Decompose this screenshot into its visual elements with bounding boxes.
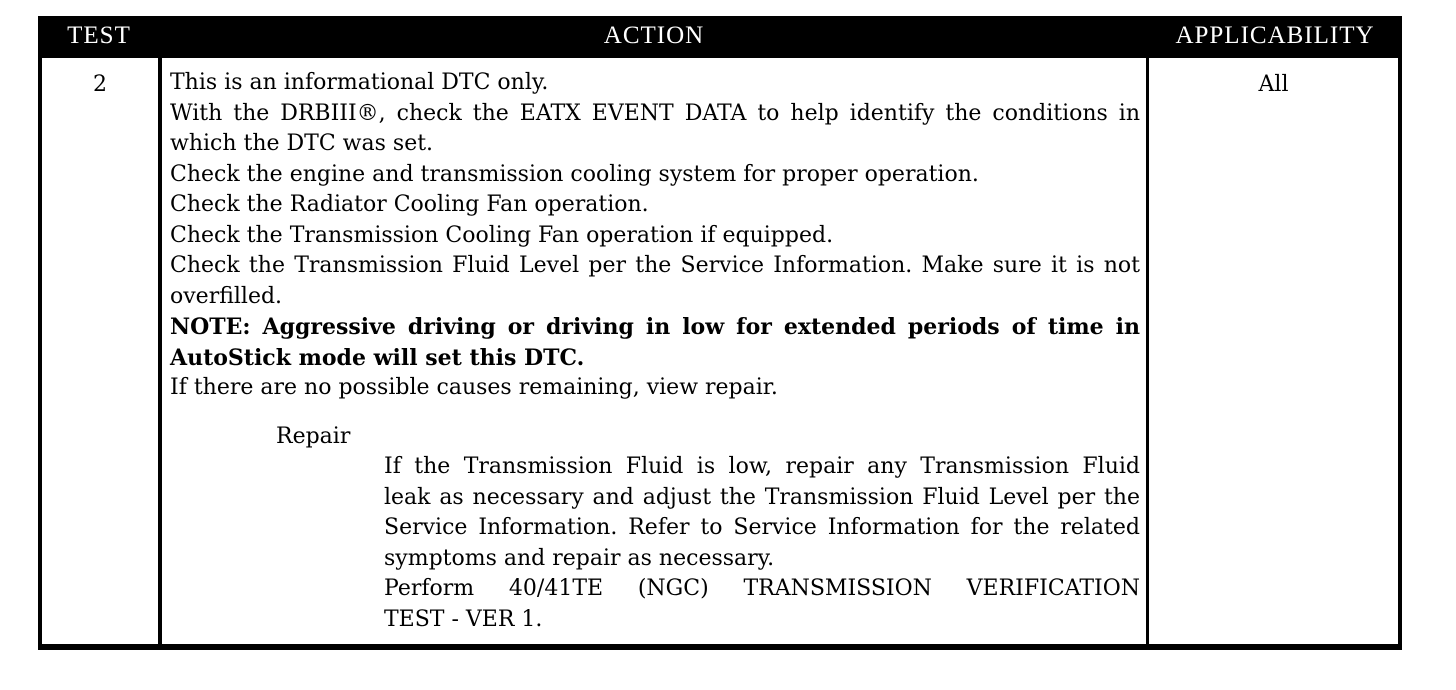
repair-line: If the Transmission Fluid is low, repair any Transmission Fluid xyxy=(384,454,1140,479)
action-line: Check the Transmission Cooling Fan operation if equipped. xyxy=(170,222,834,248)
repair-label: Repair xyxy=(276,424,351,449)
header-applicability: APPLICABILITY xyxy=(1175,22,1375,49)
repair-line: TEST - VER 1. xyxy=(384,606,543,632)
repair-line: Perform 40/41TE (NGC) TRANSMISSION VERIFICATION xyxy=(384,576,1140,601)
action-line: This is an informational DTC only. xyxy=(170,70,549,95)
repair-line: Service Information. Refer to Service Information for the related xyxy=(384,515,1140,540)
header-action: ACTION xyxy=(603,22,705,49)
view-repair-line: If there are no possible causes remaining, view repair. xyxy=(170,375,778,400)
action-line: Check the Radiator Cooling Fan operation. xyxy=(170,192,649,217)
applicability-cell xyxy=(1149,58,1398,644)
test-cell xyxy=(42,58,158,644)
applicability-value: All xyxy=(1258,72,1289,97)
action-line: overfilled. xyxy=(170,283,283,309)
note-line: AutoStick mode will set this DTC. xyxy=(170,344,585,371)
action-line: Check the engine and transmission cooling system for proper operation. xyxy=(170,161,979,187)
action-text xyxy=(170,68,1140,404)
repair-line: symptoms and repair as necessary. xyxy=(384,545,775,571)
note-line: NOTE: Aggressive driving or driving in low for extended periods of time in xyxy=(170,314,1140,340)
action-line: With the DRBIII®, check the EATX EVENT DATA to help identify the conditions in xyxy=(170,100,1140,126)
repair-line: leak as necessary and adjust the Transmission Fluid Level per the xyxy=(384,484,1140,510)
repair-text xyxy=(384,452,1140,635)
test-number: 2 xyxy=(93,72,107,97)
header-test: TEST xyxy=(67,22,131,49)
diagnostic-table xyxy=(38,16,1402,650)
action-cell xyxy=(162,58,1146,644)
action-line: Check the Transmission Fluid Level per the Service Information. Make sure it is not xyxy=(170,253,1140,278)
action-line: which the DTC was set. xyxy=(170,131,434,156)
